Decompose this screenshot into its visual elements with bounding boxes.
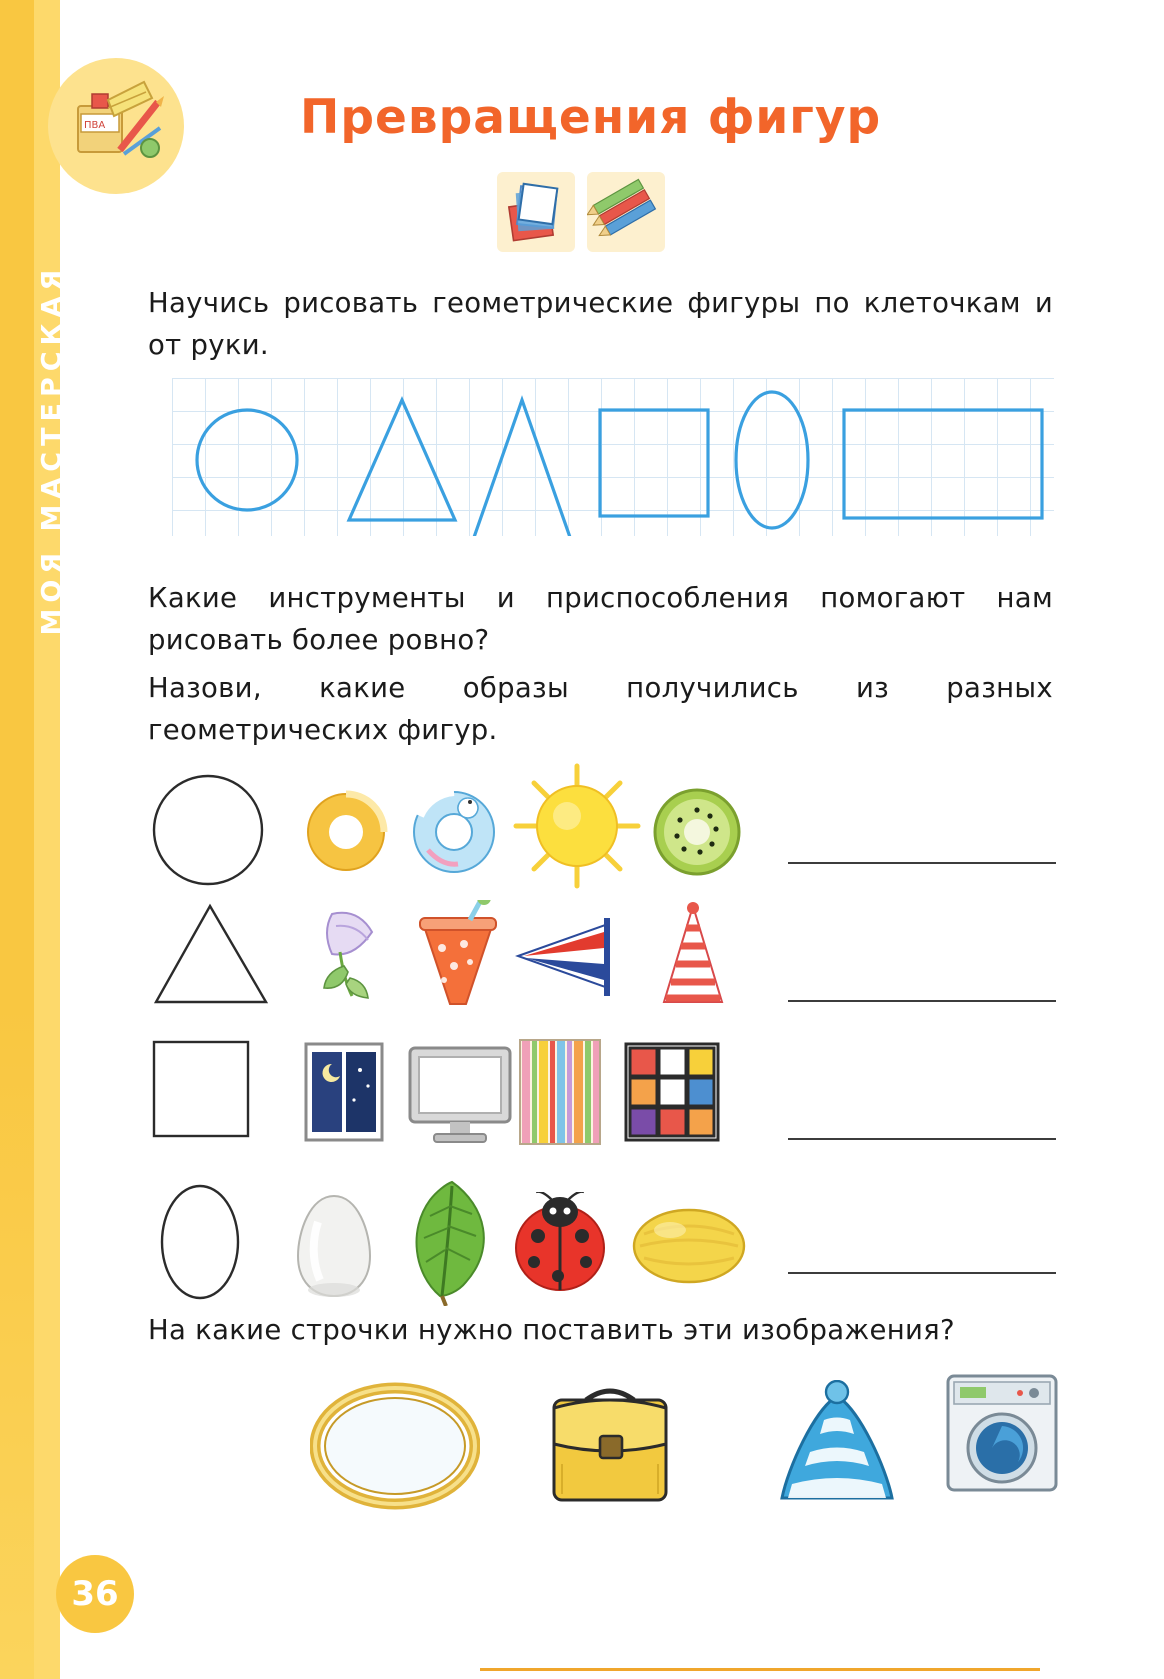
paragraph-3: Назови, какие образы получились из разных геометрических фигур. <box>148 672 1053 746</box>
window-icon <box>302 1040 386 1144</box>
striped-fabric-icon <box>516 1036 604 1148</box>
oval-outline <box>148 1180 258 1304</box>
paragraph-1: Научись рисовать геометрические фигуры по клеточкам и от руки. <box>148 287 1053 361</box>
ladybug-icon <box>508 1192 612 1298</box>
oval-shape <box>736 392 808 528</box>
triangle-tall-shape <box>472 400 572 536</box>
party-hat-icon <box>648 902 738 1010</box>
juice-cup-icon <box>408 900 508 1008</box>
triangle-shape <box>349 400 455 520</box>
triangle-outline <box>148 900 288 1008</box>
gold-oval-frame-icon <box>310 1382 480 1510</box>
answer-line-3[interactable] <box>788 1138 1056 1140</box>
lifebuoy-ring-icon <box>302 790 390 874</box>
grid-shapes-strip <box>172 378 1054 536</box>
paragraph-2: Какие инструменты и приспособления помогают нам рисовать более ровно? <box>148 582 1053 656</box>
sun-icon <box>512 762 642 890</box>
top-white-margin <box>60 0 1164 56</box>
inflatable-ring-icon <box>408 786 500 876</box>
circle-shape <box>197 410 297 510</box>
rectangle-shape <box>844 410 1042 518</box>
egg-icon <box>292 1192 376 1300</box>
flower-bell-icon <box>310 906 396 1002</box>
rubik-cube-face-icon <box>622 1040 722 1144</box>
side-tab-label: МОЯ МАСТЕРСКАЯ <box>36 263 68 636</box>
left-yellow-band <box>0 0 60 1679</box>
pennant-flag-icon <box>512 918 622 996</box>
melon-icon <box>630 1200 748 1292</box>
answer-line-4[interactable] <box>788 1272 1056 1274</box>
paper-sheets-icon <box>497 172 575 252</box>
page-title: Превращения фигур <box>300 90 882 145</box>
page-number: 36 <box>56 1555 134 1633</box>
tool-icon-boxes <box>497 172 665 252</box>
winter-hat-icon <box>762 1380 912 1514</box>
monitor-icon <box>406 1044 514 1148</box>
square-outline <box>148 1038 258 1144</box>
pencils-icon <box>587 172 665 252</box>
circle-outline <box>148 770 278 890</box>
leaf-icon <box>400 1178 504 1306</box>
washing-machine-icon <box>944 1372 1060 1494</box>
square-shape <box>600 410 708 516</box>
answer-line-1[interactable] <box>788 862 1056 864</box>
answer-line-2[interactable] <box>788 1000 1056 1002</box>
paragraph-4: На какие строчки нужно поставить эти изображения? <box>148 1314 955 1346</box>
kiwi-slice-icon <box>650 786 744 878</box>
bottom-rule <box>480 1668 1040 1671</box>
left-band-inner <box>34 0 60 1679</box>
school-bag-icon <box>540 1378 680 1512</box>
art-supplies-icon <box>48 58 184 194</box>
svg-text:ПВА: ПВА <box>84 120 106 131</box>
